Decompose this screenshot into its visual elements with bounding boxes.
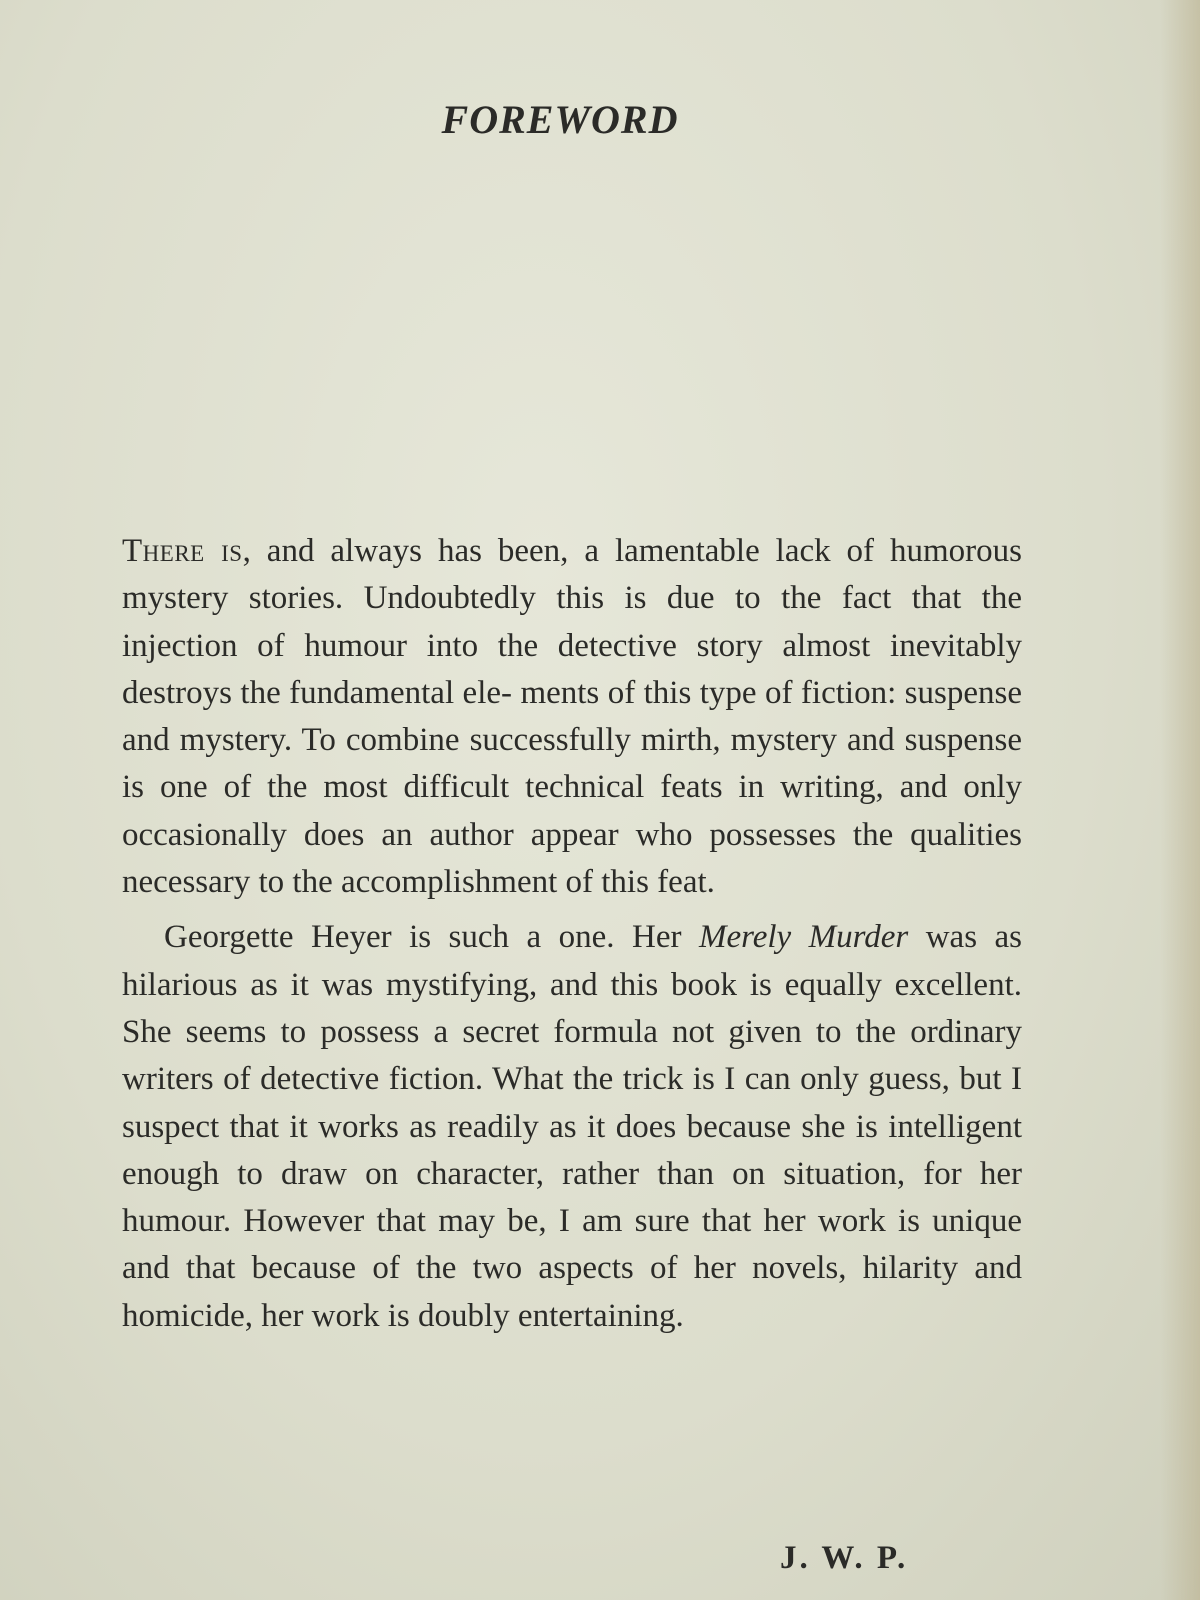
paragraph-2-after: was as hilarious as it was mystifying, and this book is equally excellent. She seems to possess a secret formula not given to the ordinary writers of detective fiction. What the trick is I can only guess, but I suspect that it works as readily as it does because she is intelligent enough to draw on character, rather than on situation, for her humour. However that may be, I am sure that her work is unique and that because of the two aspects of her novels, hilarity and homicide, her work is doubly entertaining. [122,919,1023,1334]
paragraph-1-lead: There is [122,533,243,569]
page-title: FOREWORD [441,97,679,142]
author-initials: J. W. P. [780,1540,909,1576]
book-title: Merely Murder [698,919,909,956]
paragraph-2-before: Georgette Heyer is such a one. Her [164,919,699,956]
foreword-body [122,528,1022,1340]
paragraph-1 [122,528,1022,906]
paragraph-1-text: , and always has been, a lamentable lack of humorous mystery stories. Undoubtedly this is due to the fact that the injection of humour into the detective story almost inevitably destroys the fundamental ele- ments of this type of fiction: suspense and mystery. To combine successfully mirth, mystery and suspense is one of the most difficult technical feats in writing, and only occasionally does an author appear who possesses the qualities necessary to the accomplishment of this feat. [122,533,1022,901]
paragraph-2 [122,914,1022,1340]
